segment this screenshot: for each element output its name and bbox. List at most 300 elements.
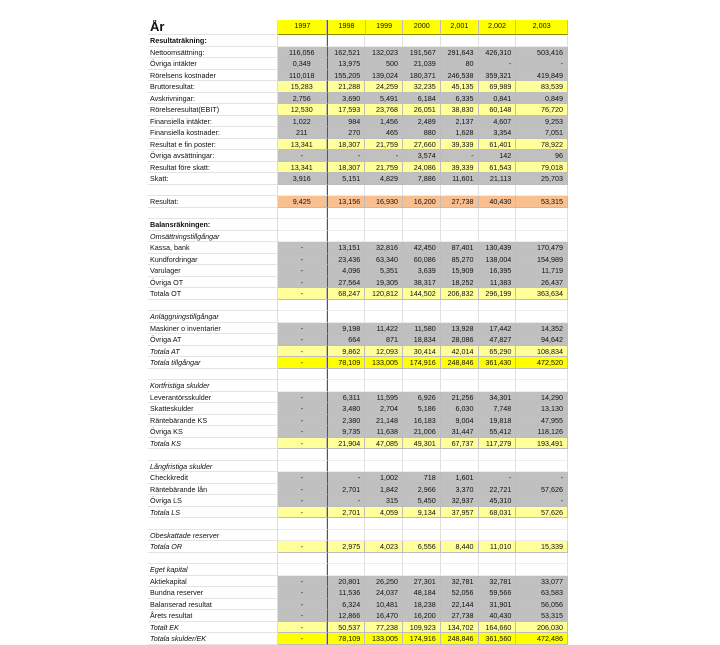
value-cell[interactable]: - (278, 438, 327, 450)
value-cell[interactable]: 5,351 (365, 265, 403, 277)
row-label[interactable]: Bundna reserver (148, 587, 278, 599)
row-label[interactable] (148, 369, 278, 381)
value-cell[interactable]: 361,560 (479, 633, 517, 645)
value-cell[interactable]: 472,520 (516, 357, 568, 369)
value-cell[interactable]: 16,395 (479, 265, 517, 277)
value-cell[interactable]: 3,916 (278, 173, 327, 185)
value-cell[interactable]: 9,735 (327, 426, 366, 438)
value-cell[interactable]: 11,383 (479, 277, 517, 289)
value-cell[interactable] (278, 219, 327, 231)
value-cell[interactable] (365, 380, 403, 392)
row-label[interactable]: Totala tillgångar (148, 357, 278, 369)
value-cell[interactable]: 24,037 (365, 587, 403, 599)
row-label[interactable]: Totala OR (148, 541, 278, 553)
value-cell[interactable]: 38,830 (441, 104, 479, 116)
value-cell[interactable] (479, 300, 517, 312)
value-cell[interactable]: 120,812 (365, 288, 403, 300)
value-cell[interactable]: 33,077 (516, 576, 568, 588)
value-cell[interactable]: 503,416 (516, 47, 568, 59)
value-cell[interactable]: 32,937 (441, 495, 479, 507)
value-cell[interactable]: 9,862 (327, 346, 366, 358)
value-cell[interactable] (441, 518, 479, 530)
value-cell[interactable]: 61,401 (479, 139, 517, 151)
value-cell[interactable] (441, 553, 479, 565)
value-cell[interactable]: 21,904 (327, 438, 366, 450)
value-cell[interactable] (278, 380, 327, 392)
value-cell[interactable]: 0,841 (479, 93, 517, 105)
row-label[interactable]: Kundfordringar (148, 254, 278, 266)
value-cell[interactable]: 45,135 (441, 81, 479, 93)
value-cell[interactable] (365, 449, 403, 461)
value-cell[interactable]: 206,832 (441, 288, 479, 300)
value-cell[interactable]: 12,866 (327, 610, 366, 622)
value-cell[interactable]: - (278, 472, 327, 484)
value-cell[interactable]: 21,113 (479, 173, 517, 185)
value-cell[interactable]: 13,341 (278, 139, 327, 151)
value-cell[interactable]: 6,926 (403, 392, 441, 404)
value-cell[interactable]: - (278, 357, 327, 369)
value-cell[interactable]: 49,301 (403, 438, 441, 450)
value-cell[interactable]: - (278, 242, 327, 254)
value-cell[interactable]: 130,439 (479, 242, 517, 254)
value-cell[interactable] (479, 449, 517, 461)
value-cell[interactable]: 9,198 (327, 323, 366, 335)
value-cell[interactable] (403, 35, 441, 47)
value-cell[interactable]: 57,626 (516, 484, 568, 496)
value-cell[interactable]: 6,184 (403, 93, 441, 105)
value-cell[interactable]: 96 (516, 150, 568, 162)
value-cell[interactable] (516, 449, 568, 461)
value-cell[interactable] (278, 530, 327, 542)
row-label[interactable] (148, 185, 278, 197)
value-cell[interactable]: 2,489 (403, 116, 441, 128)
value-cell[interactable] (403, 518, 441, 530)
value-cell[interactable]: 361,430 (479, 357, 517, 369)
value-cell[interactable]: 2,704 (365, 403, 403, 415)
value-cell[interactable]: 32,235 (403, 81, 441, 93)
value-cell[interactable]: 11,601 (441, 173, 479, 185)
value-cell[interactable]: 3,480 (327, 403, 366, 415)
value-cell[interactable]: 13,975 (327, 58, 366, 70)
value-cell[interactable] (441, 449, 479, 461)
value-cell[interactable]: 18,307 (327, 162, 366, 174)
value-cell[interactable]: 13,130 (516, 403, 568, 415)
row-label[interactable]: Finansiella kostnader: (148, 127, 278, 139)
value-cell[interactable]: 363,634 (516, 288, 568, 300)
value-cell[interactable]: 211 (278, 127, 327, 139)
value-cell[interactable]: 9,004 (441, 415, 479, 427)
value-cell[interactable]: 13,928 (441, 323, 479, 335)
value-cell[interactable]: 39,339 (441, 139, 479, 151)
value-cell[interactable]: 6,324 (327, 599, 366, 611)
value-cell[interactable] (278, 185, 327, 197)
year-cell[interactable]: 1998 (327, 20, 366, 35)
value-cell[interactable] (327, 449, 366, 461)
value-cell[interactable]: 30,414 (403, 346, 441, 358)
value-cell[interactable]: 21,006 (403, 426, 441, 438)
row-label[interactable]: Resultat före skatt: (148, 162, 278, 174)
value-cell[interactable]: 871 (365, 334, 403, 346)
row-label[interactable]: Årets resultat (148, 610, 278, 622)
value-cell[interactable]: 16,183 (403, 415, 441, 427)
value-cell[interactable] (365, 300, 403, 312)
value-cell[interactable]: - (278, 415, 327, 427)
value-cell[interactable]: 18,307 (327, 139, 366, 151)
value-cell[interactable]: 34,301 (479, 392, 517, 404)
value-cell[interactable]: 138,004 (479, 254, 517, 266)
value-cell[interactable] (278, 518, 327, 530)
value-cell[interactable] (278, 35, 327, 47)
row-label[interactable]: Övriga OT (148, 277, 278, 289)
value-cell[interactable] (516, 518, 568, 530)
value-cell[interactable]: 14,290 (516, 392, 568, 404)
row-label[interactable]: Övriga AT (148, 334, 278, 346)
value-cell[interactable]: - (479, 58, 517, 70)
value-cell[interactable]: - (327, 150, 366, 162)
value-cell[interactable] (479, 311, 517, 323)
value-cell[interactable] (365, 185, 403, 197)
value-cell[interactable]: - (327, 495, 366, 507)
value-cell[interactable] (278, 311, 327, 323)
value-cell[interactable] (479, 461, 517, 473)
value-cell[interactable] (516, 380, 568, 392)
value-cell[interactable] (479, 530, 517, 542)
value-cell[interactable]: 23,768 (365, 104, 403, 116)
row-label[interactable]: Eget kapital (148, 564, 278, 576)
value-cell[interactable]: 50,537 (327, 622, 366, 634)
value-cell[interactable]: 5,186 (403, 403, 441, 415)
value-cell[interactable]: 87,401 (441, 242, 479, 254)
value-cell[interactable]: 1,842 (365, 484, 403, 496)
value-cell[interactable] (278, 369, 327, 381)
value-cell[interactable]: 108,834 (516, 346, 568, 358)
row-label[interactable] (148, 208, 278, 220)
value-cell[interactable]: - (278, 599, 327, 611)
value-cell[interactable] (441, 185, 479, 197)
value-cell[interactable] (403, 461, 441, 473)
value-cell[interactable]: - (278, 507, 327, 519)
value-cell[interactable] (516, 219, 568, 231)
value-cell[interactable]: 42,014 (441, 346, 479, 358)
value-cell[interactable] (403, 369, 441, 381)
value-cell[interactable] (365, 219, 403, 231)
value-cell[interactable]: - (278, 610, 327, 622)
value-cell[interactable] (403, 311, 441, 323)
value-cell[interactable]: 39,339 (441, 162, 479, 174)
value-cell[interactable] (441, 461, 479, 473)
value-cell[interactable]: 65,290 (479, 346, 517, 358)
value-cell[interactable]: 664 (327, 334, 366, 346)
year-cell[interactable]: 1999 (366, 20, 404, 35)
value-cell[interactable]: - (278, 633, 327, 645)
value-cell[interactable]: 32,781 (441, 576, 479, 588)
row-label[interactable]: Räntebärande KS (148, 415, 278, 427)
value-cell[interactable]: 26,250 (365, 576, 403, 588)
row-label[interactable]: Övriga KS (148, 426, 278, 438)
value-cell[interactable]: 193,491 (516, 438, 568, 450)
value-cell[interactable]: 1,628 (441, 127, 479, 139)
value-cell[interactable] (403, 564, 441, 576)
value-cell[interactable]: 8,440 (441, 541, 479, 553)
value-cell[interactable]: 16,200 (403, 610, 441, 622)
value-cell[interactable]: 426,310 (479, 47, 517, 59)
value-cell[interactable] (479, 380, 517, 392)
row-label[interactable]: Omsättningstillgångar (148, 231, 278, 243)
value-cell[interactable] (441, 35, 479, 47)
value-cell[interactable] (441, 380, 479, 392)
value-cell[interactable] (327, 369, 366, 381)
value-cell[interactable]: 11,536 (327, 587, 366, 599)
row-label[interactable]: Resultat: (148, 196, 278, 208)
value-cell[interactable]: 52,056 (441, 587, 479, 599)
value-cell[interactable] (516, 300, 568, 312)
value-cell[interactable] (327, 553, 366, 565)
value-cell[interactable] (278, 300, 327, 312)
value-cell[interactable] (441, 311, 479, 323)
value-cell[interactable]: 21,759 (365, 139, 403, 151)
value-cell[interactable]: 315 (365, 495, 403, 507)
value-cell[interactable] (327, 518, 366, 530)
row-label[interactable]: Skatteskulder (148, 403, 278, 415)
value-cell[interactable]: 21,039 (403, 58, 441, 70)
value-cell[interactable] (516, 185, 568, 197)
value-cell[interactable]: 142 (479, 150, 517, 162)
value-cell[interactable]: 19,305 (365, 277, 403, 289)
value-cell[interactable] (327, 208, 366, 220)
row-label[interactable]: Obeskattade reserver (148, 530, 278, 542)
value-cell[interactable]: - (365, 150, 403, 162)
value-cell[interactable]: 27,738 (441, 610, 479, 622)
row-label[interactable]: Skatt: (148, 173, 278, 185)
value-cell[interactable]: 22,144 (441, 599, 479, 611)
value-cell[interactable] (365, 564, 403, 576)
row-label[interactable]: Checkkredit (148, 472, 278, 484)
value-cell[interactable]: 31,447 (441, 426, 479, 438)
value-cell[interactable]: - (278, 346, 327, 358)
value-cell[interactable]: 3,690 (327, 93, 366, 105)
year-cell[interactable]: 2,001 (441, 20, 479, 35)
value-cell[interactable]: 109,923 (403, 622, 441, 634)
value-cell[interactable]: 133,005 (365, 357, 403, 369)
value-cell[interactable] (516, 311, 568, 323)
value-cell[interactable] (516, 564, 568, 576)
value-cell[interactable]: 16,470 (365, 610, 403, 622)
value-cell[interactable]: 2,137 (441, 116, 479, 128)
value-cell[interactable]: 6,335 (441, 93, 479, 105)
value-cell[interactable] (403, 208, 441, 220)
value-cell[interactable] (278, 553, 327, 565)
value-cell[interactable]: 6,311 (327, 392, 366, 404)
year-cell[interactable]: 2,003 (516, 20, 568, 35)
value-cell[interactable]: 13,151 (327, 242, 366, 254)
value-cell[interactable]: 14,352 (516, 323, 568, 335)
value-cell[interactable]: - (278, 323, 327, 335)
value-cell[interactable]: 246,538 (441, 70, 479, 82)
value-cell[interactable]: 12,530 (278, 104, 327, 116)
value-cell[interactable]: 4,023 (365, 541, 403, 553)
row-label[interactable]: Totala AT (148, 346, 278, 358)
value-cell[interactable]: 5,151 (327, 173, 366, 185)
value-cell[interactable] (403, 300, 441, 312)
value-cell[interactable]: - (278, 392, 327, 404)
value-cell[interactable] (403, 231, 441, 243)
value-cell[interactable]: 465 (365, 127, 403, 139)
value-cell[interactable]: 0,849 (516, 93, 568, 105)
row-label[interactable]: Balansräkningen: (148, 219, 278, 231)
value-cell[interactable] (278, 231, 327, 243)
value-cell[interactable] (441, 219, 479, 231)
value-cell[interactable]: 132,023 (365, 47, 403, 59)
value-cell[interactable]: 24,086 (403, 162, 441, 174)
value-cell[interactable]: 2,756 (278, 93, 327, 105)
value-cell[interactable]: 28,086 (441, 334, 479, 346)
row-label[interactable]: Totalt EK (148, 622, 278, 634)
value-cell[interactable]: 117,279 (479, 438, 517, 450)
value-cell[interactable] (441, 530, 479, 542)
row-label[interactable]: Varulager (148, 265, 278, 277)
value-cell[interactable] (479, 219, 517, 231)
value-cell[interactable] (441, 208, 479, 220)
value-cell[interactable]: 15,339 (516, 541, 568, 553)
value-cell[interactable]: 78,109 (327, 633, 366, 645)
value-cell[interactable]: 47,955 (516, 415, 568, 427)
value-cell[interactable]: 47,085 (365, 438, 403, 450)
value-cell[interactable]: 67,737 (441, 438, 479, 450)
value-cell[interactable]: 13,156 (327, 196, 366, 208)
value-cell[interactable]: 12,093 (365, 346, 403, 358)
value-cell[interactable]: 94,642 (516, 334, 568, 346)
value-cell[interactable]: 291,643 (441, 47, 479, 59)
value-cell[interactable]: 270 (327, 127, 366, 139)
value-cell[interactable] (403, 219, 441, 231)
year-cell[interactable]: 1997 (278, 20, 327, 35)
value-cell[interactable]: - (278, 150, 327, 162)
value-cell[interactable]: 11,422 (365, 323, 403, 335)
value-cell[interactable]: 162,521 (327, 47, 366, 59)
value-cell[interactable]: 78,922 (516, 139, 568, 151)
value-cell[interactable] (479, 518, 517, 530)
value-cell[interactable]: 2,966 (403, 484, 441, 496)
value-cell[interactable]: - (278, 622, 327, 634)
value-cell[interactable]: 19,818 (479, 415, 517, 427)
value-cell[interactable]: 2,380 (327, 415, 366, 427)
value-cell[interactable] (403, 185, 441, 197)
row-label[interactable]: Övriga avsättningar: (148, 150, 278, 162)
row-label[interactable]: Övriga LS (148, 495, 278, 507)
value-cell[interactable]: - (516, 495, 568, 507)
value-cell[interactable]: 11,010 (479, 541, 517, 553)
value-cell[interactable]: 174,916 (403, 357, 441, 369)
value-cell[interactable] (403, 380, 441, 392)
value-cell[interactable]: - (278, 587, 327, 599)
value-cell[interactable] (278, 564, 327, 576)
value-cell[interactable]: 27,738 (441, 196, 479, 208)
row-label[interactable]: Resultat e fin poster: (148, 139, 278, 151)
value-cell[interactable]: 42,450 (403, 242, 441, 254)
value-cell[interactable]: 2,701 (327, 507, 366, 519)
row-label[interactable]: Totala LS (148, 507, 278, 519)
value-cell[interactable]: 11,638 (365, 426, 403, 438)
value-cell[interactable]: 31,901 (479, 599, 517, 611)
value-cell[interactable]: 76,720 (516, 104, 568, 116)
row-label[interactable]: Rörelseresultat(EBIT) (148, 104, 278, 116)
value-cell[interactable]: 26,051 (403, 104, 441, 116)
value-cell[interactable] (441, 300, 479, 312)
value-cell[interactable] (516, 553, 568, 565)
value-cell[interactable]: 16,200 (403, 196, 441, 208)
value-cell[interactable]: - (278, 426, 327, 438)
row-label[interactable]: Övriga intäkter (148, 58, 278, 70)
value-cell[interactable] (278, 449, 327, 461)
value-cell[interactable]: 32,816 (365, 242, 403, 254)
value-cell[interactable]: 68,247 (327, 288, 366, 300)
row-label[interactable]: Finansiella intäkter: (148, 116, 278, 128)
value-cell[interactable]: 63,340 (365, 254, 403, 266)
value-cell[interactable]: 53,315 (516, 610, 568, 622)
value-cell[interactable] (403, 449, 441, 461)
value-cell[interactable] (278, 208, 327, 220)
value-cell[interactable]: 23,436 (327, 254, 366, 266)
value-cell[interactable]: 472,486 (516, 633, 568, 645)
value-cell[interactable]: 110,018 (278, 70, 327, 82)
value-cell[interactable]: 3,574 (403, 150, 441, 162)
value-cell[interactable]: 9,253 (516, 116, 568, 128)
value-cell[interactable] (403, 553, 441, 565)
value-cell[interactable]: 133,005 (365, 633, 403, 645)
value-cell[interactable]: 21,288 (327, 81, 366, 93)
value-cell[interactable]: 9,134 (403, 507, 441, 519)
value-cell[interactable]: - (278, 254, 327, 266)
row-label[interactable] (148, 553, 278, 565)
value-cell[interactable]: 47,827 (479, 334, 517, 346)
row-label[interactable] (148, 518, 278, 530)
value-cell[interactable]: 13,341 (278, 162, 327, 174)
value-cell[interactable] (327, 35, 366, 47)
value-cell[interactable]: 718 (403, 472, 441, 484)
value-cell[interactable]: - (278, 277, 327, 289)
value-cell[interactable]: 180,371 (403, 70, 441, 82)
value-cell[interactable]: 32,781 (479, 576, 517, 588)
value-cell[interactable] (327, 219, 366, 231)
value-cell[interactable]: 4,829 (365, 173, 403, 185)
value-cell[interactable]: 22,721 (479, 484, 517, 496)
value-cell[interactable]: 164,660 (479, 622, 517, 634)
value-cell[interactable]: 5,450 (403, 495, 441, 507)
value-cell[interactable]: 170,479 (516, 242, 568, 254)
value-cell[interactable]: 48,184 (403, 587, 441, 599)
value-cell[interactable]: 134,702 (441, 622, 479, 634)
value-cell[interactable]: 296,199 (479, 288, 517, 300)
value-cell[interactable]: - (278, 403, 327, 415)
value-cell[interactable]: - (516, 472, 568, 484)
value-cell[interactable]: 21,148 (365, 415, 403, 427)
value-cell[interactable]: 18,238 (403, 599, 441, 611)
value-cell[interactable]: 206,030 (516, 622, 568, 634)
value-cell[interactable]: 16,930 (365, 196, 403, 208)
value-cell[interactable] (516, 369, 568, 381)
row-label[interactable]: Bruttoresultat: (148, 81, 278, 93)
value-cell[interactable]: - (278, 484, 327, 496)
value-cell[interactable]: 17,442 (479, 323, 517, 335)
value-cell[interactable]: 21,256 (441, 392, 479, 404)
value-cell[interactable] (479, 35, 517, 47)
value-cell[interactable]: 27,301 (403, 576, 441, 588)
value-cell[interactable] (479, 185, 517, 197)
value-cell[interactable] (479, 369, 517, 381)
value-cell[interactable]: 4,059 (365, 507, 403, 519)
value-cell[interactable]: 40,430 (479, 610, 517, 622)
value-cell[interactable] (403, 530, 441, 542)
